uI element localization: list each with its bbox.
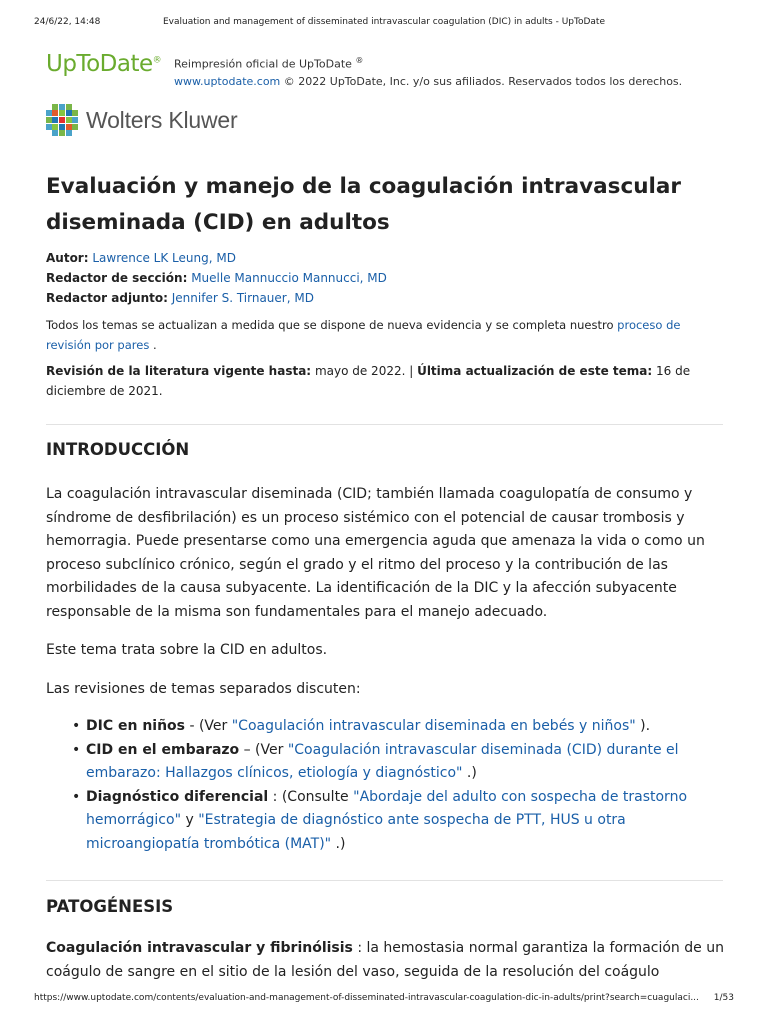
author-row: Autor: Lawrence LK Leung, MD — [46, 251, 236, 265]
deputy-editor-link[interactable]: Jennifer S. Tirnauer, MD — [171, 291, 314, 305]
lit-review-date: mayo de 2022. — [314, 364, 406, 378]
wolters-kluwer-wordmark: Wolters Kluwer — [86, 107, 238, 133]
list-item: • DIC en niños - (Ver "Coagulación intravascular diseminada en bebés y niños" ). — [72, 718, 651, 734]
uptodate-site-link[interactable]: www.uptodate.com — [174, 74, 281, 88]
reprint-notice — [174, 52, 682, 90]
reprint-line: Reimpresión oficial de UpToDate — [174, 57, 352, 71]
related-topics-list — [46, 715, 726, 856]
copyright-text: © 2022 UpToDate, Inc. y/o sus afiliados. Reservados todos los derechos. — [283, 74, 683, 88]
lit-review-label: Revisión de la literatura vigente hasta: — [46, 364, 312, 378]
list-item: • Diagnóstico diferencial : (Consulte "Abordaje del adulto con sospecha de trastorno hemorrágico" y "Estrategia de diagnóstico ante sospecha de PTT, HUS u otra microangiopatía trombótica (MAT)" .) — [72, 788, 688, 852]
wolters-kluwer-mark-icon — [46, 104, 78, 136]
author-info — [46, 248, 387, 308]
last-update-label: Última actualización de este tema: — [417, 364, 653, 378]
registered-mark: ® — [152, 55, 162, 66]
section-editor-link[interactable]: Muelle Mannuccio Mannucci, MD — [191, 271, 387, 285]
related-topics-intro: Las revisiones de temas separados discuten: — [46, 681, 361, 697]
update-notice: Todos los temas se actualizan a medida que se dispone de nueva evidencia y se completa nuestro proceso de revisión por pares . — [46, 318, 681, 352]
review-dates: Revisión de la literatura vigente hasta: mayo de 2022. | Última actualización de este tema: 16 de diciembre de 2021. — [46, 364, 691, 398]
author-link[interactable]: Lawrence LK Leung, MD — [92, 251, 236, 265]
print-footer — [0, 993, 768, 1007]
last-update-date: 16 de diciembre de 2021. — [46, 364, 691, 398]
page-url: https://www.uptodate.com/contents/evaluation-and-management-of-disseminated-intravascular-coagulation-dic-in-adults/print?search=cuagulaci... — [34, 993, 699, 1003]
related-topic-link[interactable]: "Coagulación intravascular diseminada en bebés y niños" — [231, 718, 636, 734]
related-topic-link[interactable]: "Abordaje del adulto con sospecha de trastorno hemorrágico" — [86, 788, 688, 828]
intro-paragraph: La coagulación intravascular diseminada (CID; también llamada coagulopatía de consumo y síndrome de desfibrilación) es un proceso sistémico con el potencial de causar trombosis y hemorragia. Puede presentarse como una emergencia aguda que amenaza la vida o como un proceso subclínico crónico, según el grado y el ritmo del proceso y la contribución de las morbilidades de la causa subyacente. La identificación de la DIC y la afección subyacente responsable de la misma son fundamentales para el manejo adecuado. — [46, 486, 705, 620]
uptodate-logo: UpToDate® — [46, 51, 162, 77]
section-heading-intro: INTRODUCCIÓN — [46, 440, 190, 459]
print-date: 24/6/22, 14:48 — [34, 17, 101, 27]
reprint-registered-mark: ® — [355, 56, 364, 65]
scope-paragraph: Este tema trata sobre la CID en adultos. — [46, 642, 328, 658]
print-title: Evaluation and management of disseminated intravascular coagulation (DIC) in adults - UpToDate — [162, 17, 605, 27]
divider — [46, 880, 723, 881]
divider — [46, 424, 723, 425]
print-header — [0, 17, 768, 31]
pathogenesis-paragraph: Coagulación intravascular y fibrinólisis : la hemostasia normal garantiza la formación de un coágulo de sangre en el sitio de la lesión del vaso, seguida de la resolución del coágulo — [46, 940, 724, 980]
peer-review-link[interactable]: proceso de revisión por pares — [46, 318, 681, 352]
deputy-editor-row: Redactor adjunto: Jennifer S. Tirnauer, MD — [46, 291, 314, 305]
section-heading-pathogenesis: PATOGÉNESIS — [46, 897, 174, 916]
related-topic-link[interactable]: "Coagulación intravascular diseminada (CID) durante el embarazo: Hallazgos clínicos, etiología y diagnóstico" — [86, 741, 679, 781]
page-title: Evaluación y manejo de la coagulación intravascular diseminada (CID) en adultos — [46, 174, 682, 235]
related-topic-link[interactable]: "Estrategia de diagnóstico ante sospecha de PTT, HUS u otra microangiopatía trombótica (MAT)" — [86, 812, 626, 852]
section-editor-row: Redactor de sección: Muelle Mannuccio Mannucci, MD — [46, 271, 387, 285]
page-number: 1/53 — [713, 993, 734, 1003]
header-logos — [46, 50, 726, 90]
list-item: • CID en el embarazo – (Ver "Coagulación intravascular diseminada (CID) durante el embarazo: Hallazgos clínicos, etiología y diagnóstico" .) — [72, 741, 679, 781]
